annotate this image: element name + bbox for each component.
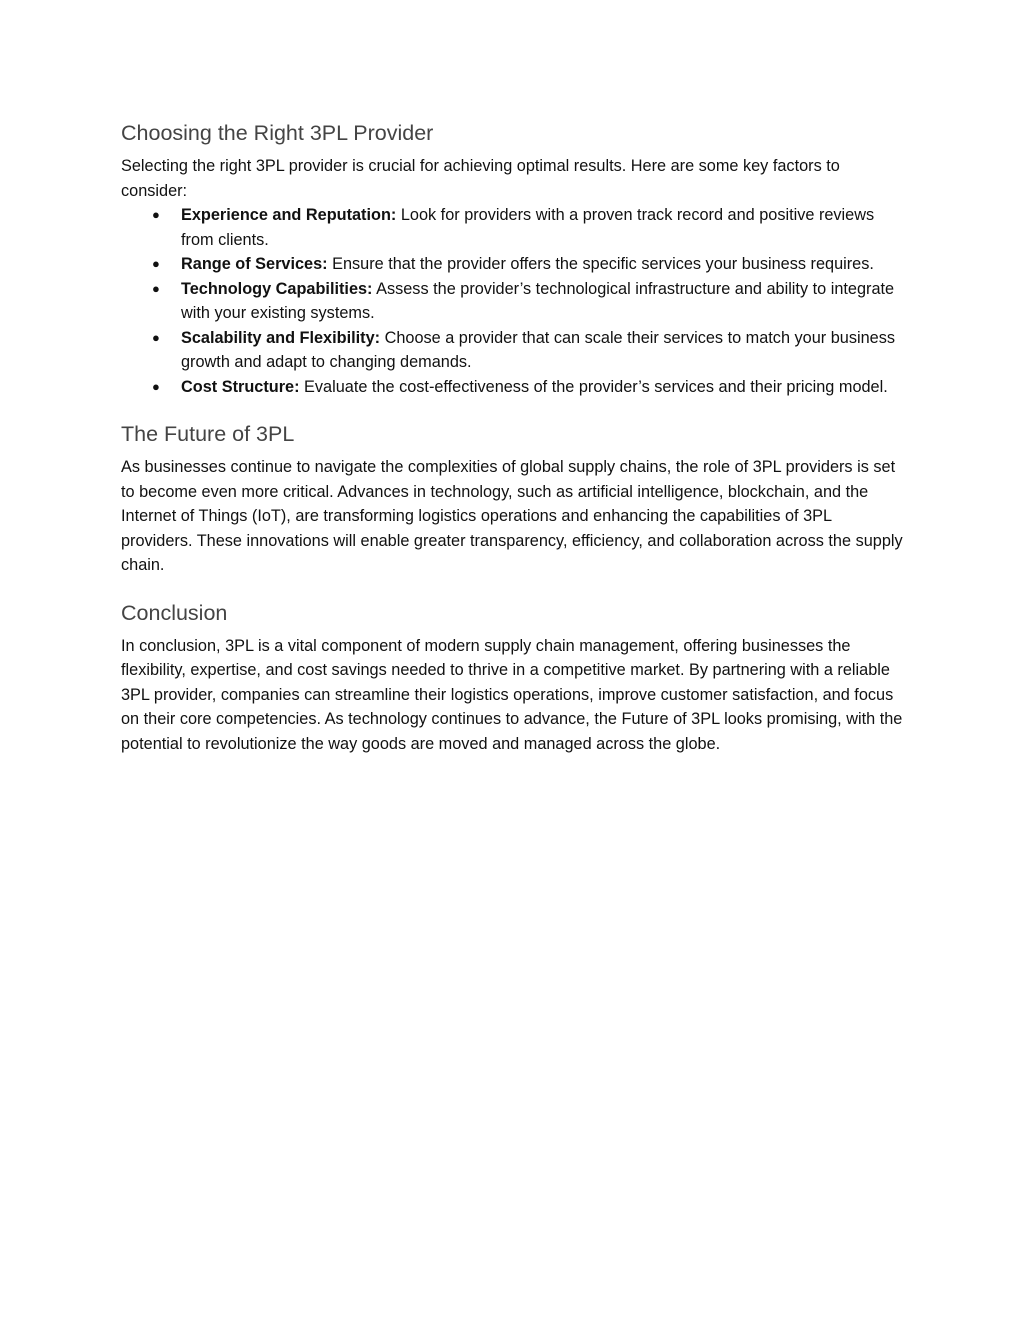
list-item-range-of-services — [121, 252, 906, 277]
list-item-text: Choose a provider that can scale their services to match your business growth and adapt to changing demands. — [181, 328, 895, 371]
section-heading-conclusion: Conclusion — [121, 600, 228, 625]
list-item-text: Assess the provider’s technological infrastructure and ability to integrate with your existing systems. — [181, 279, 895, 322]
list-item-term: Experience and Reputation: — [181, 206, 397, 224]
section-intro-choosing-provider: Selecting the right 3PL provider is crucial for achieving optimal results. Here are some key factors to consider: — [121, 157, 840, 200]
section-body-conclusion: In conclusion, 3PL is a vital component of modern supply chain management, offering businesses the flexibility, expertise, and cost savings needed to thrive in a competitive market. By partnering with a reliable 3PL provider, companies can streamline their logistics operations, improve customer satisfaction, and focus on their core competencies. As technology continues to advance, the Future of 3PL looks promising, with the potential to revolutionize the way goods are moved and managed across the globe. — [121, 636, 903, 753]
bullet-icon: ● — [152, 378, 160, 394]
list-item-cost-structure — [121, 375, 906, 400]
list-item-scalability — [121, 326, 906, 375]
bullet-icon: ● — [152, 207, 160, 222]
section-body-future: As businesses continue to navigate the complexities of global supply chains, the role of 3PL providers is set to become even more critical. Advances in technology, such as artificial intelligence, blockchain, and the Internet of Things (IoT), are transforming logistics operations and enhancing the capabilities of 3PL providers. These innovations will enable greater transparency, efficiency, and collaboration across the supply chain. — [121, 458, 903, 574]
section-heading-choosing-provider: Choosing the Right 3PL Provider — [121, 121, 434, 145]
list-item-experience — [121, 203, 906, 252]
list-item-term: Technology Capabilities: — [181, 279, 373, 298]
list-item-term: Range of Services: — [181, 255, 328, 273]
list-item-term: Cost Structure: — [181, 377, 300, 396]
list-item-technology — [121, 277, 906, 326]
document-page — [121, 118, 906, 756]
bullet-icon: ● — [152, 256, 160, 271]
section-heading-future: The Future of 3PL — [121, 422, 295, 446]
bullet-icon: ● — [152, 329, 160, 345]
list-item-term: Scalability and Flexibility: — [181, 328, 381, 347]
list-item-text: Evaluate the cost-effectiveness of the provider’s services and their pricing model. — [299, 377, 888, 396]
list-item-text: Look for providers with a proven track record and positive reviews from clients. — [181, 206, 875, 249]
bullet-icon: ● — [152, 280, 160, 296]
list-item-text: Ensure that the provider offers the specific services your business requires. — [327, 255, 874, 273]
factors-list — [121, 203, 906, 399]
